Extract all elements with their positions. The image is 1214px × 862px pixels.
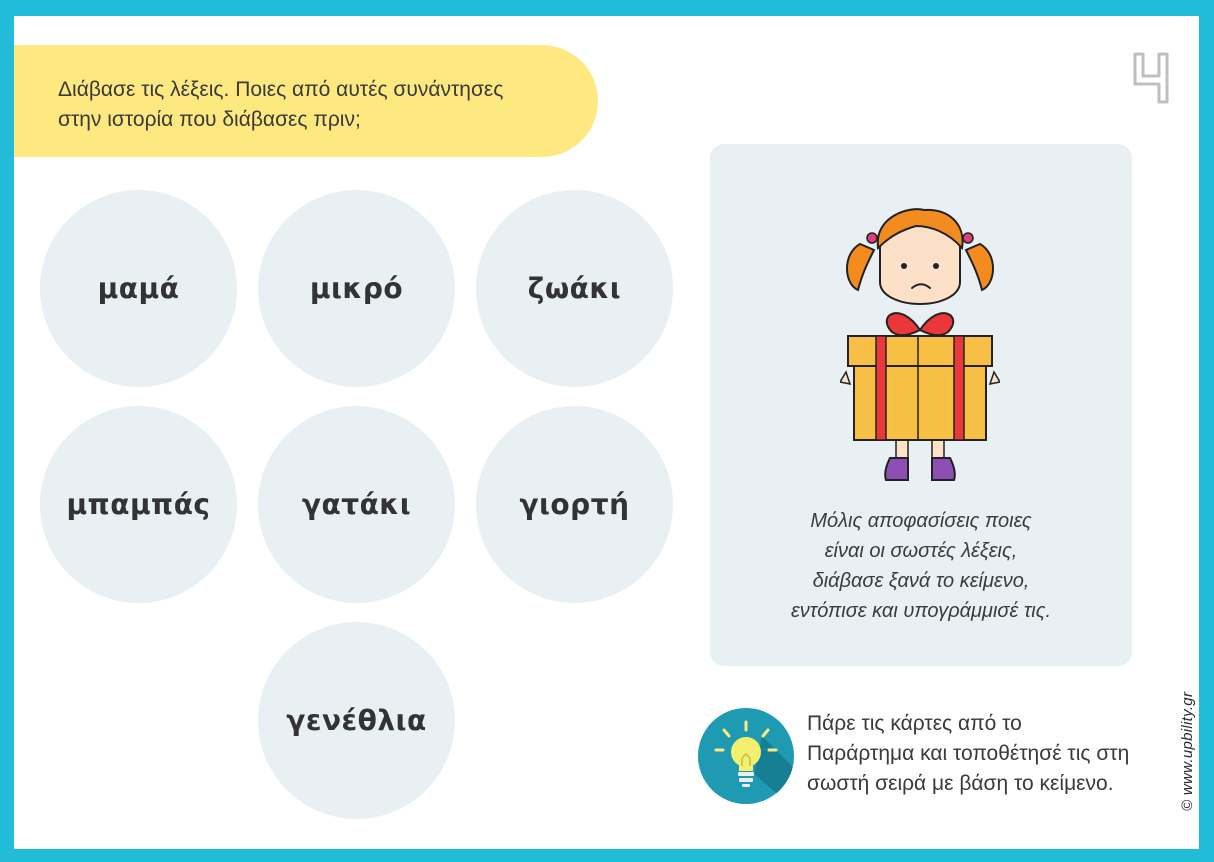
tip-line-1: Πάρε τις κάρτες από το: [807, 712, 1022, 735]
word-card-mikro[interactable]: [258, 190, 455, 387]
hint-panel: [710, 144, 1132, 666]
girl-with-gift-illustration: [840, 204, 1000, 494]
word-card-gataki[interactable]: [258, 406, 455, 603]
hint-line-1: Μόλις αποφασίσεις ποιες: [810, 510, 1032, 532]
hint-text: [710, 506, 1132, 626]
instruction-line-1: Διάβασε τις λέξεις. Ποιες από αυτές συνάντησες: [58, 78, 504, 101]
hint-line-2: είναι οι σωστές λέξεις,: [824, 540, 1018, 562]
word-card-mpampas[interactable]: [40, 406, 237, 603]
tip-text: [807, 709, 1167, 799]
tip-line-3: σωστή σειρά με βάση το κείμενο.: [807, 772, 1114, 795]
word-label: μπαμπάς: [66, 488, 211, 521]
word-label: μικρό: [309, 272, 404, 305]
word-card-giorti[interactable]: [476, 406, 673, 603]
instruction-text: [58, 75, 558, 135]
page-number-icon: [1129, 50, 1173, 106]
word-card-mama[interactable]: [40, 190, 237, 387]
worksheet-page: [14, 16, 1199, 849]
lightbulb-icon: [698, 708, 794, 804]
page-number: [1129, 50, 1173, 106]
hint-line-4: εντόπισε και υπογράμμισέ τις.: [790, 600, 1052, 622]
word-label: ζωάκι: [527, 272, 622, 305]
word-label: γενέθλια: [286, 704, 427, 737]
word-label: γιορτή: [519, 488, 630, 521]
tip-line-2: Παράρτημα και τοποθέτησέ τις στη: [807, 742, 1130, 765]
instruction-banner: [14, 45, 598, 157]
word-label: γατάκι: [301, 488, 412, 521]
copyright-credit: © www.upbility.gr: [1179, 691, 1196, 811]
instruction-line-2: στην ιστορία που διάβασες πριν;: [58, 108, 361, 131]
word-card-genethlia[interactable]: [258, 622, 455, 819]
word-card-zoaki[interactable]: [476, 190, 673, 387]
word-label: μαμά: [97, 272, 180, 305]
hint-line-3: διάβασε ξανά το κείμενο,: [812, 570, 1030, 592]
